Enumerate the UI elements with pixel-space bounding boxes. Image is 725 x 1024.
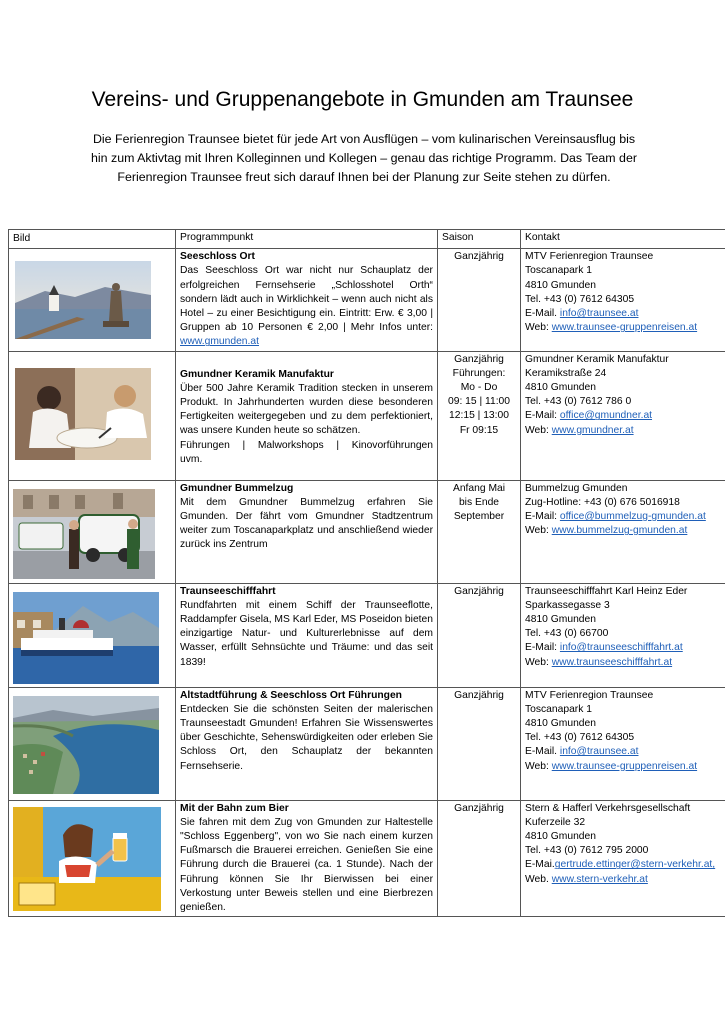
contact-line: Bummelzug Gmunden <box>525 482 628 494</box>
contact-line: MTV Ferienregion Traunsee <box>525 689 654 701</box>
web-link[interactable]: www.stern-verkehr.at <box>551 873 648 885</box>
page-title: Vereins- und Gruppenangebote in Gmunden am Traunsee <box>91 88 634 111</box>
contact-line: 4810 Gmunden <box>525 614 596 626</box>
season-text: bis Ende <box>458 496 500 508</box>
season-cell <box>438 687 521 800</box>
email-link[interactable]: info@traunsee.at <box>559 746 639 758</box>
keramik-photo <box>15 368 151 460</box>
email-label: E-Mail: <box>525 410 560 422</box>
season-cell <box>438 800 521 917</box>
program-cell <box>176 480 438 583</box>
contact-cell <box>521 800 725 917</box>
contact-line: Gmundner Keramik Manufaktur <box>525 353 669 365</box>
program-extra: Führungen | Malworkshops | Kinovorführungen uvm. <box>180 439 433 465</box>
table-row <box>9 480 725 583</box>
contact-line: Tel. +43 (0) 7612 786 0 <box>525 396 632 408</box>
header-programmpunkt: Programmpunkt <box>176 230 438 249</box>
website-link[interactable]: www.gmunden.at <box>180 336 259 348</box>
web-label: Web: <box>525 760 552 772</box>
season-cell <box>438 249 521 351</box>
season-text: Führungen: <box>452 367 506 379</box>
email-link[interactable]: office@gmundner.at <box>559 410 653 422</box>
program-cell <box>176 249 438 351</box>
table-row <box>9 687 725 800</box>
contact-cell <box>521 583 725 687</box>
contact-cell <box>521 480 725 583</box>
contact-line: Zug-Hotline: +43 (0) 676 5016918 <box>525 496 680 508</box>
season-cell <box>438 583 521 687</box>
web-label: Web. <box>525 873 552 885</box>
seeschloss-photo <box>15 261 151 339</box>
contact-line: 4810 Gmunden <box>525 279 596 291</box>
contact-line: Toscanapark 1 <box>525 703 592 715</box>
program-description: Das Seeschloss Ort war nicht nur Schauplatz der erfolgreichen Fernsehserie „Schlosshotel Orth“ sondern lädt auch in Wirklichkeit – wenn auch nicht als Hotel – zu einer Besichtigung ein. Eintritt: Erw. € 3,00 | Gruppen ab 10 Personen € 2,00 | Mehr Infos unter: www.gmunden.at <box>180 265 433 348</box>
contact-line: Tel. +43 (0) 7612 795 2000 <box>525 845 649 857</box>
program-cell <box>176 351 438 480</box>
web-label: Web: <box>525 424 552 436</box>
season-text: Fr 09:15 <box>459 424 499 436</box>
web-link[interactable]: www.bummelzug-gmunden.at <box>551 525 688 537</box>
contact-line: Tel. +43 (0) 7612 64305 <box>525 732 635 744</box>
header-bild: Bild <box>9 230 176 249</box>
bummelzug-photo <box>13 489 155 579</box>
program-cell <box>176 687 438 800</box>
contact-line: Traunseeschifffahrt Karl Heinz Eder <box>525 585 688 597</box>
program-description: Entdecken Sie die schönsten Seiten der malerischen Traunseestadt Gmunden! Erfahren Sie Wissenswertes über Geschichte, Sehenswürdigkeiten oder erleben Sie Schloss Ort, den Schauplatz der bekannten Fernsehserie. <box>180 703 433 772</box>
schifffahrt-photo <box>13 592 159 684</box>
intro-text: Die Ferienregion Traunsee bietet für jede Art von Ausflügen – vom kulinarischen Vereinsausflug bis hin zum Aktivtag mit Ihren Kolleginnen und Kollegen – genau das richtige Programm. Das Team der Ferienregion Traunsee freut sich darauf Ihnen bei der Planung zur Seite stehen zu dürfen. <box>91 132 637 184</box>
email-link[interactable]: office@bummelzug-gmunden.at <box>559 511 706 523</box>
image-cell <box>9 480 176 583</box>
table-row <box>9 800 725 917</box>
contact-cell <box>521 351 725 480</box>
contact-cell <box>521 687 725 800</box>
contact-line: MTV Ferienregion Traunsee <box>525 251 654 263</box>
program-title: Altstadtführung & Seeschloss Ort Führungen <box>180 689 402 701</box>
table-header-row <box>9 230 725 249</box>
email-label: E-Mail: <box>525 511 560 523</box>
contact-line: Tel. +43 (0) 7612 64305 <box>525 293 635 305</box>
program-title: Traunseeschifffahrt <box>180 585 276 597</box>
web-link[interactable]: www.traunsee-gruppenreisen.at <box>551 760 698 772</box>
image-cell <box>9 687 176 800</box>
image-cell <box>9 351 176 480</box>
season-text: September <box>453 511 505 523</box>
contact-line: Kuferzeile 32 <box>525 816 586 828</box>
email-link[interactable]: gertrude.ettinger@stern-verkehr.at, <box>554 859 716 871</box>
web-link[interactable]: www.traunseeschifffahrt.at <box>551 656 673 668</box>
contact-line: Sparkassegasse 3 <box>525 599 610 611</box>
season-text: 12:15 | 13:00 <box>449 410 509 422</box>
image-cell <box>9 583 176 687</box>
contact-line: Stern & Hafferl Verkehrsgesellschaft <box>525 802 691 814</box>
table-row <box>9 583 725 687</box>
season-text: Ganzjährig <box>454 689 504 701</box>
program-cell <box>176 800 438 917</box>
season-cell <box>438 480 521 583</box>
contact-line: Toscanapark 1 <box>525 265 592 277</box>
program-title: Mit der Bahn zum Bier <box>180 802 289 814</box>
email-label: E-Mai. <box>525 859 555 871</box>
bier-photo <box>13 807 161 911</box>
email-link[interactable]: info@traunsee.at <box>559 308 639 320</box>
program-title: Seeschloss Ort <box>180 251 255 263</box>
contact-line: 4810 Gmunden <box>525 831 596 843</box>
contact-cell <box>521 249 725 351</box>
email-label: E-Mail. <box>525 746 560 758</box>
program-description: Über 500 Jahre Keramik Tradition stecken in unserem Produkt. In Jahrhunderten wurden diese besonderen Fertigkeiten weitergegeben und zu dem perfektioniert, was unsere Kunden heute so schätzen. <box>180 382 433 437</box>
program-cell <box>176 583 438 687</box>
header-saison: Saison <box>438 230 521 249</box>
contact-line: 4810 Gmunden <box>525 718 596 730</box>
web-label: Web: <box>525 656 552 668</box>
contact-line: Keramikstraße 24 <box>525 367 607 379</box>
season-text: Ganzjährig <box>454 802 504 814</box>
image-cell <box>9 800 176 917</box>
season-text: Anfang Mai <box>452 482 506 494</box>
season-text: 09: 15 | 11:00 <box>447 396 511 408</box>
web-link[interactable]: www.traunsee-gruppenreisen.at <box>551 322 698 334</box>
table-row <box>9 249 725 351</box>
season-text: Mo - Do <box>460 382 498 394</box>
program-title: Gmundner Bummelzug <box>180 482 294 494</box>
email-link[interactable]: info@traunseeschifffahrt.at <box>559 642 683 654</box>
season-text: Ganzjährig <box>454 585 504 597</box>
program-description: Mit dem Gmundner Bummelzug erfahren Sie Gmunden. Der fährt vom Gmundner Stadtzentrum weiter zum Toscanaparkplatz und anschließend wieder zurück ins Zentrum <box>180 496 433 551</box>
web-label: Web: <box>525 322 552 334</box>
season-cell <box>438 351 521 480</box>
web-link[interactable]: www.gmundner.at <box>551 424 634 436</box>
email-label: E-Mail: <box>525 642 560 654</box>
header-kontakt: Kontakt <box>521 230 725 249</box>
web-label: Web: <box>525 525 552 537</box>
program-description: Sie fahren mit dem Zug von Gmunden zur Haltestelle "Schloss Eggenberg", von wo Sie nach einem kurzen Fußmarsch die Brauerei erreichen. Genießen Sie eine Führung durch die Brauerei (ca. 1 Stunde). Nach der Führung können Sie Ihr Bierwissen bei einer Verkostung unter Beweis stellen und eine Bierbrezen genießen. <box>180 816 433 914</box>
season-text: Ganzjährig <box>454 251 504 263</box>
program-description: Rundfahrten mit einem Schiff der Traunseeflotte, Raddampfer Gisela, MS Karl Eder, MS Poseidon bieten einzigartige Natur- und Kulturerlebnisse auf dem Wasser, erfüllt Sehnsüchte und Träume: und das seit 1839! <box>180 599 433 668</box>
offers-table <box>8 229 725 917</box>
image-cell <box>9 249 176 351</box>
contact-line: 4810 Gmunden <box>525 382 596 394</box>
season-text: Ganzjährig <box>454 353 504 365</box>
table-row <box>9 351 725 480</box>
program-title: Gmundner Keramik Manufaktur <box>180 368 334 380</box>
altstadt-photo <box>13 696 159 794</box>
email-label: E-Mail. <box>525 308 560 320</box>
contact-line: Tel. +43 (0) 66700 <box>525 628 609 640</box>
